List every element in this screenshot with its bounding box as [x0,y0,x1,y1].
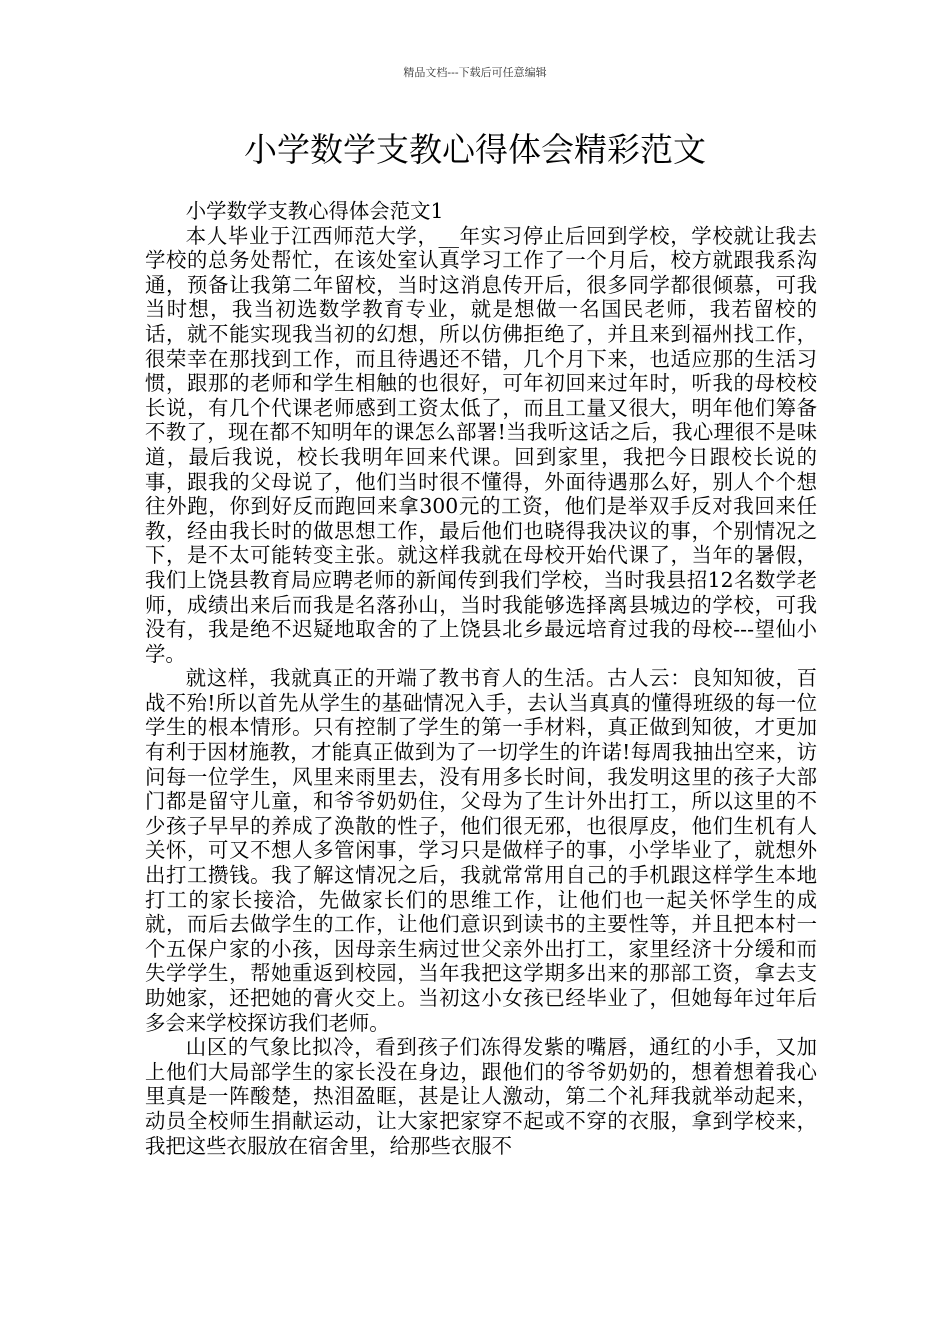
header-note: 精品文档---下载后可任意编辑 [403,66,547,79]
paragraph-3: 山区的气象比拟冷，看到孩子们冻得发紫的嘴唇，通红的小手，又加上他们大局部学生的家长没在身边，跟他们的爷爷奶奶的，想着想着我心里真是一阵酸楚，热泪盈眶，甚是让人激动，第二个礼拜我就举动起来，动员全校师生捐献运动，让大家把家穿不起或不穿的衣服，拿到学校来，我把这些衣服放在宿舍里，给那些衣服不 [145,1035,817,1158]
document-body [145,199,817,1158]
section-subtitle: 小学数学支教心得体会范文1 [185,199,444,223]
document-title: 小学数学支教心得体会精彩范文 [244,130,706,169]
paragraph-2: 就这样，我就真正的开端了教书育人的生活。古人云：良知知彼，百战不殆!所以首先从学生的基础情况入手，去认当真真的懂得班级的每一位学生的根本情形。只有控制了学生的第一手材料，真正做到知彼，才更加有利于因材施教，才能真正做到为了一切学生的许诺!每周我抽出空来，访问每一位学生，风里来雨里去，没有用多长时间，我发明这里的孩子大部门都是留守儿童，和爷爷奶奶住，父母为了生计外出打工，所以这里的不少孩子早早的养成了涣散的性子，他们很无邪，也很厚皮，他们生机有人关怀，可又不想人多管闲事，学习只是做样子的事，小学毕业了，就想外出打工攒钱。我了解这情况之后，我就常常用自己的手机跟这样学生本地打工的家长接洽，先做家长们的思维工作，让他们也一起关怀学生的成就，而后去做学生的工作，让他们意识到读书的主要性等，并且把本村一个五保户家的小孩，因母亲生病过世父亲外出打工，家里经济十分缓和而失学学生，帮她重返到校园，当年我把这学期多出来的那部工资，拿去支助她家，还把她的膏火交上。当初这小女孩已经毕业了，但她每年过年后多会来学校探访我们老师。 [145,666,817,1035]
paragraph-1: 本人毕业于江西师范大学，__年实习停止后回到学校，学校就让我去学校的总务处帮忙，在该处室认真学习工作了一个月后，校方就跟我系沟通，预备让我第二年留校，当时这消息传开后，很多同学都很倾慕，可我当时想，我当初选数学教育专业，就是想做一名国民老师，我若留校的话，就不能实现我当初的幻想，所以仿佛拒绝了，并且来到福州找工作，很荣幸在那找到工作，而且待遇还不错，几个月下来，也适应那的生活习惯，跟那的老师和学生相触的也很好，可年初回来过年时，听我的母校校长说，有几个代课老师感到工资太低了，而且工量又很大，明年他们筹备不教了，现在都不知明年的课怎么部署!当我听这话之后，我心理很不是味道，最后我说，校长我明年回来代课。回到家里，我把今日跟校长说的事，跟我的父母说了，他们当时很不懂得，外面待遇那么好，别人个个想往外跑，你到好反而跑回来拿300元的工资，他们是举双手反对我回来任教，经由我长时的做思想工作，最后他们也晓得我决议的事，个别情况之下，是不太可能转变主张。就这样我就在母校开始代课了，当年的暑假，我们上饶县教育局应聘老师的新闻传到我们学校，当时我县招12名数学老师，成绩出来后而我是名落孙山，当时我能够选择离县城边的学校，可我没有，我是绝不迟疑地取舍的了上饶县北乡最远培育过我的母校---望仙小学。 [145,223,817,666]
